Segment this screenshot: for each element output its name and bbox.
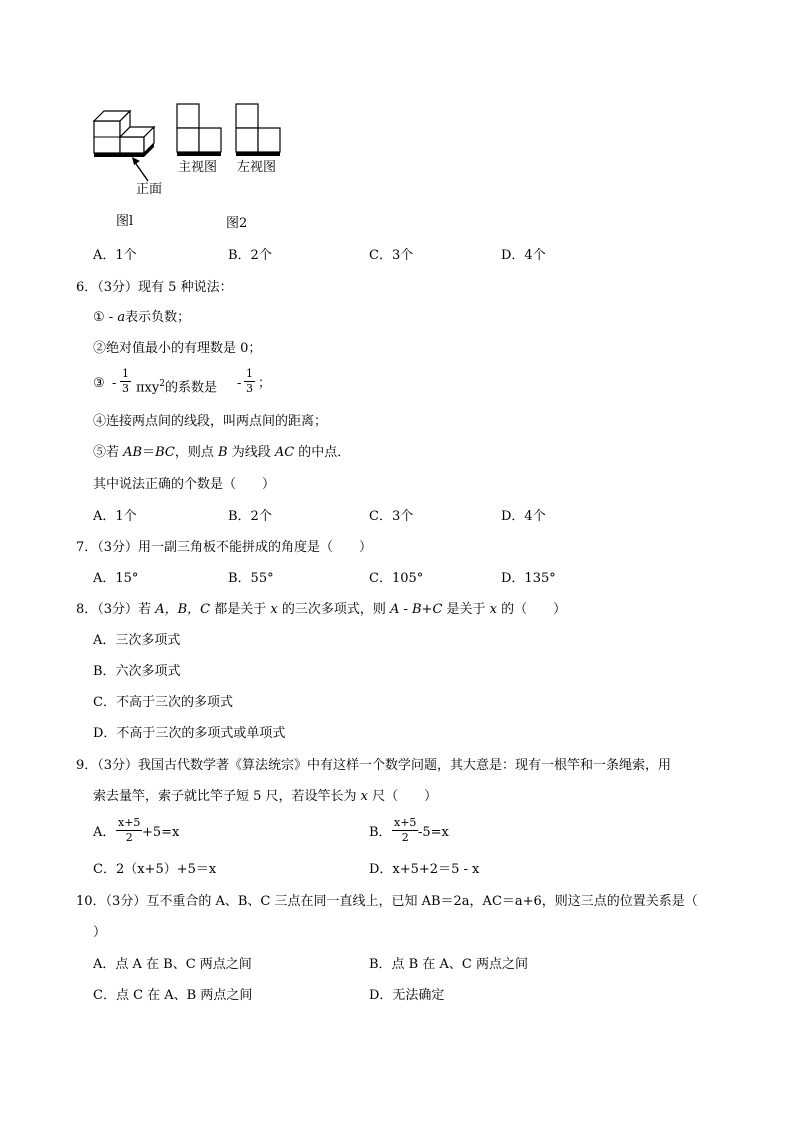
q9-option-b-rest: -5=x bbox=[418, 825, 449, 840]
q9-option-a-label: A． bbox=[93, 825, 116, 840]
q7-stem: 7．（3分）用一副三角板不能拼成的角度是（ ） bbox=[76, 540, 373, 555]
q9-option-b-label: B． bbox=[369, 825, 392, 840]
front-label: 正面 bbox=[136, 182, 163, 197]
q10-option-b: B．点 B 在 A、C 两点之间 bbox=[369, 957, 528, 972]
fig2-label: 图2 bbox=[226, 216, 248, 231]
q6-option-d: D．4个 bbox=[501, 509, 546, 524]
q6-statement-4: ④连接两点间的线段，叫两点间的距离； bbox=[93, 414, 328, 429]
q6-statement-1 bbox=[93, 310, 190, 326]
q8-option-c: C．不高于三次的多项式 bbox=[93, 695, 233, 710]
q9-option-c: C．2（x+5）+5＝x bbox=[93, 862, 217, 877]
q6-s1-var: a bbox=[117, 310, 126, 325]
q9-option-a-rest: +5=x bbox=[142, 825, 180, 840]
q6-s3-end: ； bbox=[258, 376, 272, 391]
q8-option-d: D．不高于三次的多项式或单项式 bbox=[93, 726, 286, 741]
q6-s3-term: πxy$^2$的系数是 bbox=[136, 379, 217, 396]
left-view-drawing bbox=[235, 103, 283, 157]
q7-option-a: A．15° bbox=[93, 571, 139, 586]
front-arrow bbox=[130, 155, 152, 185]
left-view-label: 左视图 bbox=[237, 160, 277, 175]
q5-option-a: A．1个 bbox=[93, 248, 137, 263]
q5-option-c: C．3个 bbox=[369, 248, 414, 263]
q7-option-c: C．105° bbox=[369, 571, 424, 586]
q6-s3-fraction2: $\frac{1}{3}$ bbox=[246, 367, 253, 395]
q5-option-d: D．4个 bbox=[501, 248, 546, 263]
q9-option-a-fraction: $\frac{x+5}{2}$ bbox=[118, 816, 141, 844]
q8-option-a: A．三次多项式 bbox=[93, 633, 181, 648]
q6-s1-minus: - bbox=[108, 310, 114, 325]
q9-option-d: D．x+5+2＝5 - x bbox=[369, 862, 480, 877]
main-view-drawing bbox=[176, 103, 224, 157]
q9-option-b-fraction: $\frac{x+5}{2}$ bbox=[394, 816, 417, 844]
q6-ask: 其中说法正确的个数是（ ） bbox=[93, 477, 276, 492]
q5-option-b: B．2个 bbox=[228, 248, 272, 263]
q8-stem: 8．（3分）若 A，B，C 都是关于 x 的三次多项式，则 A - B+C 是关于 x 的（ ） bbox=[76, 602, 567, 617]
q7-option-b: B．55° bbox=[228, 571, 274, 586]
q7-option-d: D．135° bbox=[501, 571, 556, 586]
q8-option-b: B．六次多项式 bbox=[93, 664, 181, 679]
q10-option-a: A．点 A 在 B、C 两点之间 bbox=[93, 957, 252, 972]
q6-s1-num: ① bbox=[93, 310, 105, 325]
q10-option-c: C．点 C 在 A、B 两点之间 bbox=[93, 988, 253, 1003]
q6-statement-5: ⑤若 AB＝BC，则点 B 为线段 AC 的中点． bbox=[93, 445, 351, 460]
q6-option-c: C．3个 bbox=[369, 509, 414, 524]
q9-stem-line1: 9．（3分）我国古代数学著《算法统宗》中有这样一个数学问题，其大意是：现有一根竿和一条绳索，用 bbox=[76, 758, 672, 773]
q6-s1-rest: 表示负数； bbox=[125, 310, 191, 325]
q6-s3-minus: - bbox=[112, 376, 117, 391]
q6-option-b: B．2个 bbox=[228, 509, 272, 524]
q6-s3-minus2: - bbox=[237, 376, 242, 391]
q6-option-a: A．1个 bbox=[93, 509, 137, 524]
q10-option-d: D．无法确定 bbox=[369, 988, 445, 1003]
q9-stem-line2: 索去量竿，索子就比竿子短 5 尺，若设竿长为 x 尺（ ） bbox=[93, 789, 438, 804]
main-view-label: 主视图 bbox=[178, 160, 218, 175]
q10-stem-line1: 10．（3分）互不重合的 A、B、C 三点在同一直线上，已知 AB＝2a，AC＝a+6，则这三点的位置关系是（ bbox=[76, 894, 698, 909]
fig1-label: 图l bbox=[116, 214, 134, 229]
q6-stem: 6．（3分）现有 5 种说法： bbox=[76, 280, 233, 295]
q6-s3-fraction: $\frac{1}{3}$ bbox=[122, 367, 129, 395]
q6-s3-num: ③ bbox=[93, 376, 105, 391]
q10-stem-line2: ） bbox=[93, 925, 107, 940]
q6-statement-2: ②绝对值最小的有理数是 0； bbox=[93, 341, 262, 356]
